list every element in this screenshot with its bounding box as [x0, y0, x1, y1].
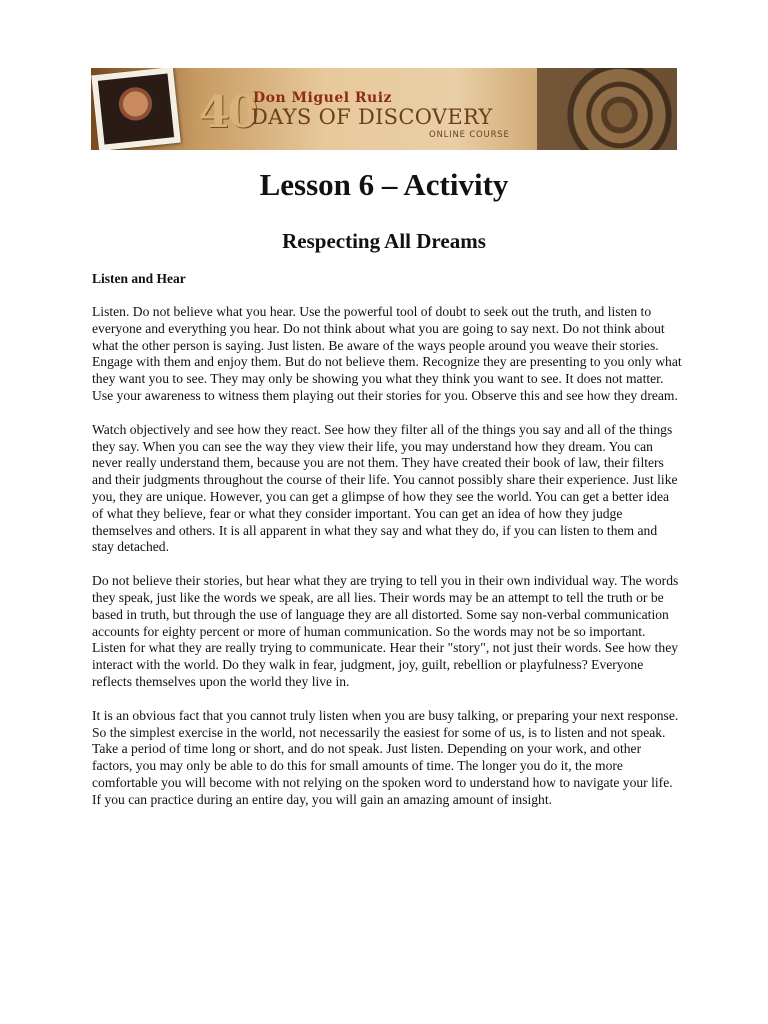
- paragraph: It is an obvious fact that you cannot truly listen when you are busy talking, or preparing your next response. So the simplest exercise in the world, not necessarily the easiest for some of us, is to listen and not speak. Take a period of time long or short, and do not speak. Just listen. Depending on your work, and other factors, you may only be able to do this for small amounts of time. The longer you do it, the more comfortable you will become with not relying on the spoken word to understand how to navigate your life. If you can practice during an entire day, you will gain an amazing amount of insight.: [92, 707, 679, 807]
- page-title: Lesson 6 – Activity: [259, 167, 509, 202]
- aztec-calendar-icon: [537, 68, 677, 150]
- banner-course-subtitle: ONLINE COURSE: [429, 130, 510, 140]
- portrait-photo-icon: [91, 68, 180, 150]
- paragraph: Do not believe their stories, but hear what they are trying to tell you in their own individual way. The words they speak, just like the words we speak, are all lies. Their words may be an attempt to tell the truth or be based in truth, but through the use of language they are all distorted. Some say non-verbal communication accounts for eighty percent or more of human communication. So the words may not be so important. Listen for what they are really trying to communicate. Hear their "story", not just their words. See how they interact with the world. Do they walk in fear, judgment, joy, guilt, rebellion or playfulness? Everyone reflects themselves upon the world they live in.: [92, 573, 679, 689]
- banner-course-title: DAYS OF DISCOVERY: [251, 105, 493, 129]
- banner-number: 40: [199, 87, 257, 138]
- body-text: [92, 304, 682, 826]
- banner-author-name: Don Miguel Ruiz: [253, 90, 392, 106]
- page-subtitle: Respecting All Dreams: [282, 229, 486, 253]
- paragraph: Listen. Do not believe what you hear. Use the powerful tool of doubt to seek out the truth, and listen to everyone and everything you hear. Do not think about what you are going to say next. Do not think about what the other person is saying. Just listen. Be aware of the ways people around you weave their stories. Engage with them and enjoy them. But do not believe them. Recognize they are presenting to you only what they want you to see. They may only be showing you what they think you want to see. It does not matter. Use your awareness to witness them playing out their stories for you. Observe this and see how they dream.: [92, 304, 682, 403]
- course-banner: [91, 68, 677, 150]
- section-title: Listen and Hear: [92, 271, 186, 286]
- paragraph: Watch objectively and see how they react. See how they filter all of the things you say and all of the things they say. When you can see the way they view their life, you may understand how they dream. You can never really understand them, because you are not them. They have created their book of law, their filters and their judgments throughout the course of their life. You cannot possibly share their experience. Just like you, they are unique. However, you can get a glimpse of how they see the world. You can get a better idea of what they believe, fear or what they consider important. You can get an idea of how they judge themselves and others. It is all apparent in what they say and what they do, if you can listen to them and stay detached.: [92, 421, 678, 555]
